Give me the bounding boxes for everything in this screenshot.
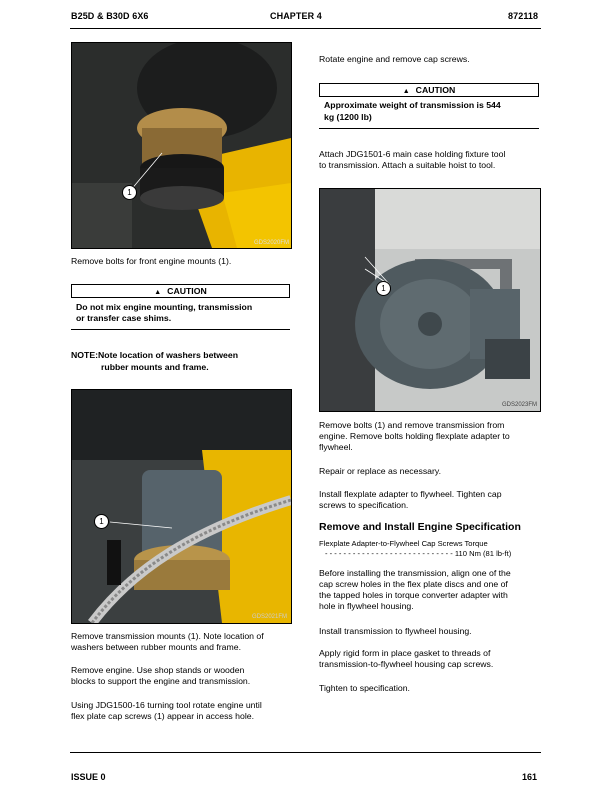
caution-body-2-line1: Approximate weight of transmission is 544 xyxy=(324,100,501,110)
photo-front-engine-mount xyxy=(71,42,292,249)
text-apply-gasket-line1: Apply rigid form in place gasket to threads of xyxy=(319,648,491,658)
text-remove-transmission-line1: Remove bolts (1) and remove transmission from xyxy=(319,420,505,430)
photo2-id: GDS2021FM xyxy=(251,614,287,620)
text-remove-engine-line2: blocks to support the engine and transmission. xyxy=(71,676,251,686)
text-align-holes-line1: Before installing the transmission, align one of the xyxy=(319,568,511,578)
caution-box-2 xyxy=(319,83,539,97)
spec-value: - - - - - - - - - - - - - - - - - - - - - - - - - - - - 110 Nm (81 lb-ft) xyxy=(325,549,512,558)
photo3-callout: 1 xyxy=(376,281,391,296)
spec-label: Flexplate Adapter-to-Flywheel Cap Screws Torque xyxy=(319,539,488,548)
header-chapter: CHAPTER 4 xyxy=(270,11,322,21)
caution-title-1: CAUTION xyxy=(167,286,207,296)
text-tighten: Tighten to specification. xyxy=(319,683,410,693)
photo1-id: GDS2020FM xyxy=(253,240,289,246)
caution-underline-1 xyxy=(71,329,290,330)
photo-transmission-hoist xyxy=(319,188,541,412)
text-remove-engine-line1: Remove engine. Use shop stands or wooden xyxy=(71,665,245,675)
note-line2: rubber mounts and frame. xyxy=(101,362,209,372)
photo1-callout: 1 xyxy=(122,185,137,200)
footer-issue: ISSUE 0 xyxy=(71,772,106,782)
text-install-flexplate-line1: Install flexplate adapter to flywheel. Tighten cap xyxy=(319,489,502,499)
header-rule xyxy=(70,28,541,29)
text-attach-fixture-line2: to transmission. Attach a suitable hoist to tool. xyxy=(319,160,496,170)
photo2-callout: 1 xyxy=(94,514,109,529)
text-remove-transmission-line2: engine. Remove bolts holding flexplate adapter to xyxy=(319,431,510,441)
text-align-holes-line3: the tapped holes in torque converter adapter with xyxy=(319,590,508,600)
text-remove-transmission-line3: flywheel. xyxy=(319,442,353,452)
caution-body-2-line2: kg (1200 lb) xyxy=(324,112,372,122)
text-remove-bolts: Remove bolts for front engine mounts (1). xyxy=(71,256,232,266)
text-apply-gasket-line2: transmission-to-flywheel housing cap screws. xyxy=(319,659,494,669)
photo3-id: GDS2023FM xyxy=(501,402,537,408)
text-remove-mounts-line2: washers between rubber mounts and frame. xyxy=(71,642,241,652)
text-align-holes-line4: hole in flywheel housing. xyxy=(319,601,414,611)
warning-icon: ▲ xyxy=(402,88,410,95)
caution-underline-2 xyxy=(319,128,539,129)
text-install-transmission: Install transmission to flywheel housing. xyxy=(319,626,472,636)
text-remove-mounts-line1: Remove transmission mounts (1). Note location of xyxy=(71,631,264,641)
text-turning-tool-line2: flex plate cap screws (1) appear in access hole. xyxy=(71,711,255,721)
text-turning-tool-line1: Using JDG1500-16 turning tool rotate engine until xyxy=(71,700,262,710)
caution-body-1-line2: or transfer case shims. xyxy=(76,313,172,323)
text-rotate-engine: Rotate engine and remove cap screws. xyxy=(319,54,470,64)
text-repair-replace: Repair or replace as necessary. xyxy=(319,466,442,476)
caution-box-1 xyxy=(71,284,290,298)
header-model: B25D & B30D 6X6 xyxy=(71,11,149,21)
header-doc-number: 872118 xyxy=(508,11,539,21)
caution-title-2: CAUTION xyxy=(415,85,456,95)
warning-icon: ▲ xyxy=(154,289,162,296)
caution-body-1-line1: Do not mix engine mounting, transmission xyxy=(76,302,253,312)
text-align-holes-line2: cap screw holes in the flex plate discs and one of xyxy=(319,579,508,589)
photo-transmission-mount xyxy=(71,389,292,624)
footer-rule xyxy=(70,752,541,753)
spec-heading: Remove and Install Engine Specification xyxy=(319,521,521,533)
page-number: 161 xyxy=(522,772,538,782)
text-attach-fixture-line1: Attach JDG1501-6 main case holding fixture tool xyxy=(319,149,506,159)
note-line1: NOTE:Note location of washers between xyxy=(71,350,239,360)
text-install-flexplate-line2: screws to specification. xyxy=(319,500,409,510)
